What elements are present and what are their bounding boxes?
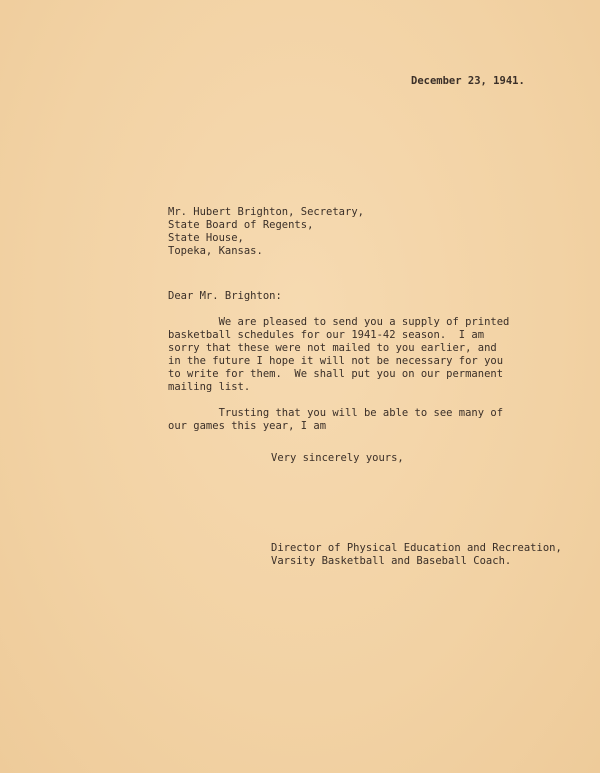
paragraph-1-line-4: in the future I hope it will not be necessary for you xyxy=(168,355,504,367)
paragraph-1-line-2: basketball schedules for our 1941-42 season. I am xyxy=(168,329,485,341)
address-line-3: State House, xyxy=(168,232,244,244)
paragraph-2-line-1: Trusting that you will be able to see many of xyxy=(168,407,504,419)
complimentary-close: Very sincerely yours, xyxy=(271,452,404,464)
paragraph-1-line-6: mailing list. xyxy=(168,381,251,393)
paragraph-1-line-3: sorry that these were not mailed to you earlier, and xyxy=(168,342,497,354)
paragraph-2-line-2: our games this year, I am xyxy=(168,420,327,432)
address-line-4: Topeka, Kansas. xyxy=(168,245,263,257)
address-line-1: Mr. Hubert Brighton, Secretary, xyxy=(168,206,364,218)
address-line-2: State Board of Regents, xyxy=(168,219,314,231)
signature-title-line-2: Varsity Basketball and Baseball Coach. xyxy=(271,555,512,567)
salutation: Dear Mr. Brighton: xyxy=(168,290,282,302)
letter-date: December 23, 1941. xyxy=(411,75,525,87)
paragraph-1-line-1: We are pleased to send you a supply of printed xyxy=(168,316,510,328)
paragraph-1-line-5: to write for them. We shall put you on our permanent xyxy=(168,368,504,380)
signature-title-line-1: Director of Physical Education and Recreation, xyxy=(271,542,562,554)
